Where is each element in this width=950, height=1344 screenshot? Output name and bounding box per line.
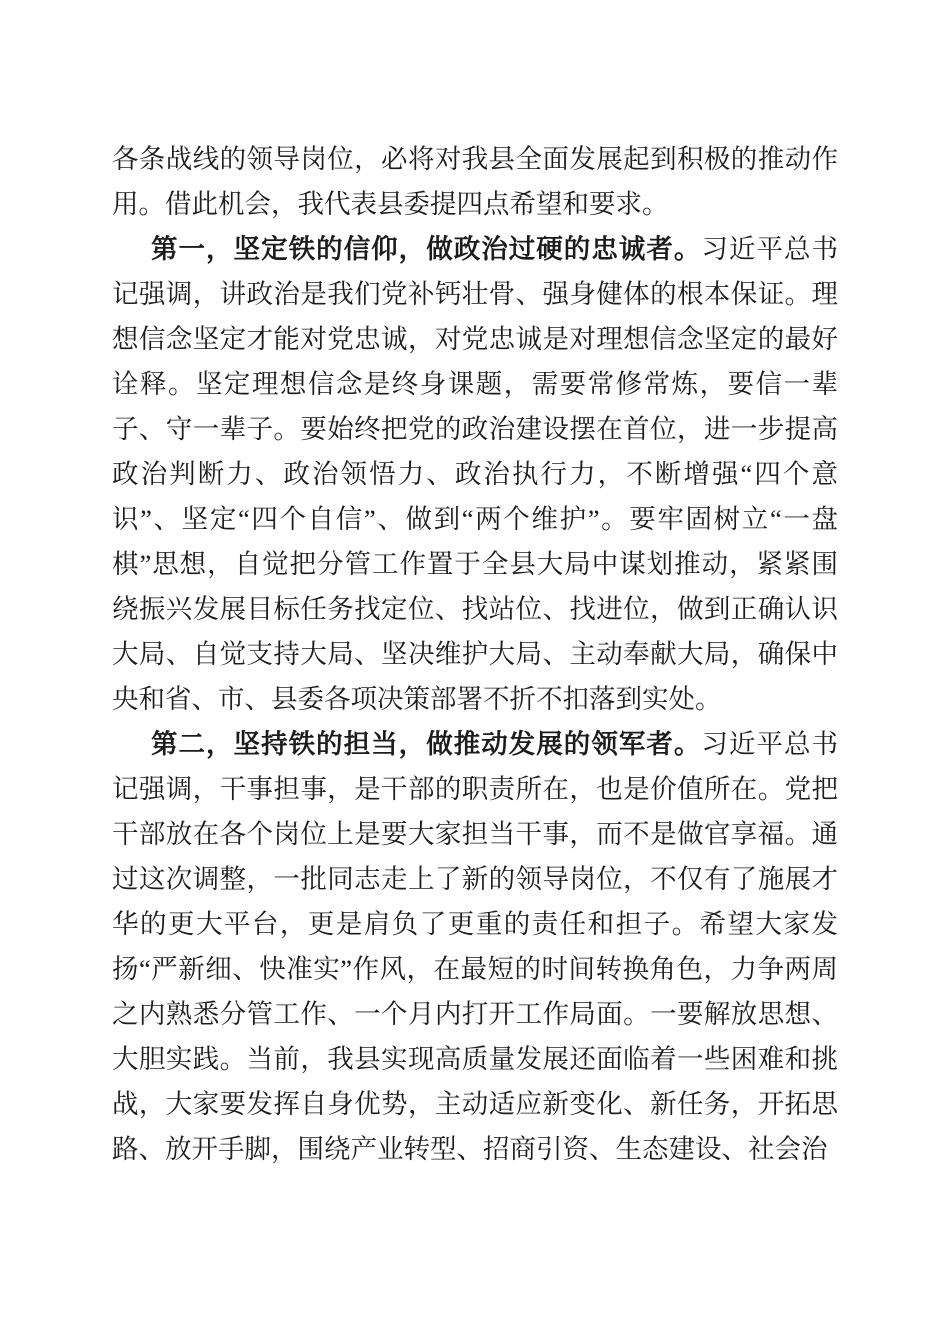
- body-text: 习近平总书记强调，干事担事，是干部的职责所在，也是价值所在。党把干部放在各个岗位上是要大家担当干事，而不是做官享福。通过这次调整，一批同志走上了新的领导岗位，不仅有了施展才华的更大平台，更是肩负了更重的责任和担子。希望大家发扬“严新细、快准实”作风，在最短的时间转换角色，力争两周之内熟悉分管工作、一个月内打开工作局面。一要解放思想、大胆实践。当前，我县实现高质量发展还面临着一些困难和挑战，大家要发挥自身优势，主动适应新变化、新任务，开拓思路、放开手脚，围绕产业转型、招商引资、生态建设、社会治: [112, 729, 839, 1164]
- body-text: 各条战线的领导岗位，必将对我县全面发展起到积极的推动作用。借此机会，我代表县委提四点希望和要求。: [112, 144, 838, 219]
- emphasis-text: 第一，坚定铁的信仰，做政治过硬的忠诚者。: [151, 234, 702, 264]
- emphasis-text: 第二，坚持铁的担当，做推动发展的领军者。: [151, 729, 702, 759]
- paragraph: [112, 722, 838, 1172]
- paragraph: [112, 137, 838, 227]
- paragraph: [112, 227, 838, 722]
- document-body: [112, 137, 838, 1172]
- body-text: 习近平总书记强调，讲政治是我们党补钙壮骨、强身健体的根本保证。理想信念坚定才能对党忠诚，对党忠诚是对理想信念坚定的最好诠释。坚定理想信念是终身课题，需要常修常炼，要信一辈子、守一辈子。要始终把党的政治建设摆在首位，进一步提高政治判断力、政治领悟力、政治执行力，不断增强“四个意识”、坚定“四个自信”、做到“两个维护”。要牢固树立“一盘棋”思想，自觉把分管工作置于全县大局中谋划推动，紧紧围绕振兴发展目标任务找定位、找站位、找进位，做到正确认识大局、自觉支持大局、坚决维护大局、主动奉献大局，确保中央和省、市、县委各项决策部署不折不扣落到实处。: [112, 234, 839, 714]
